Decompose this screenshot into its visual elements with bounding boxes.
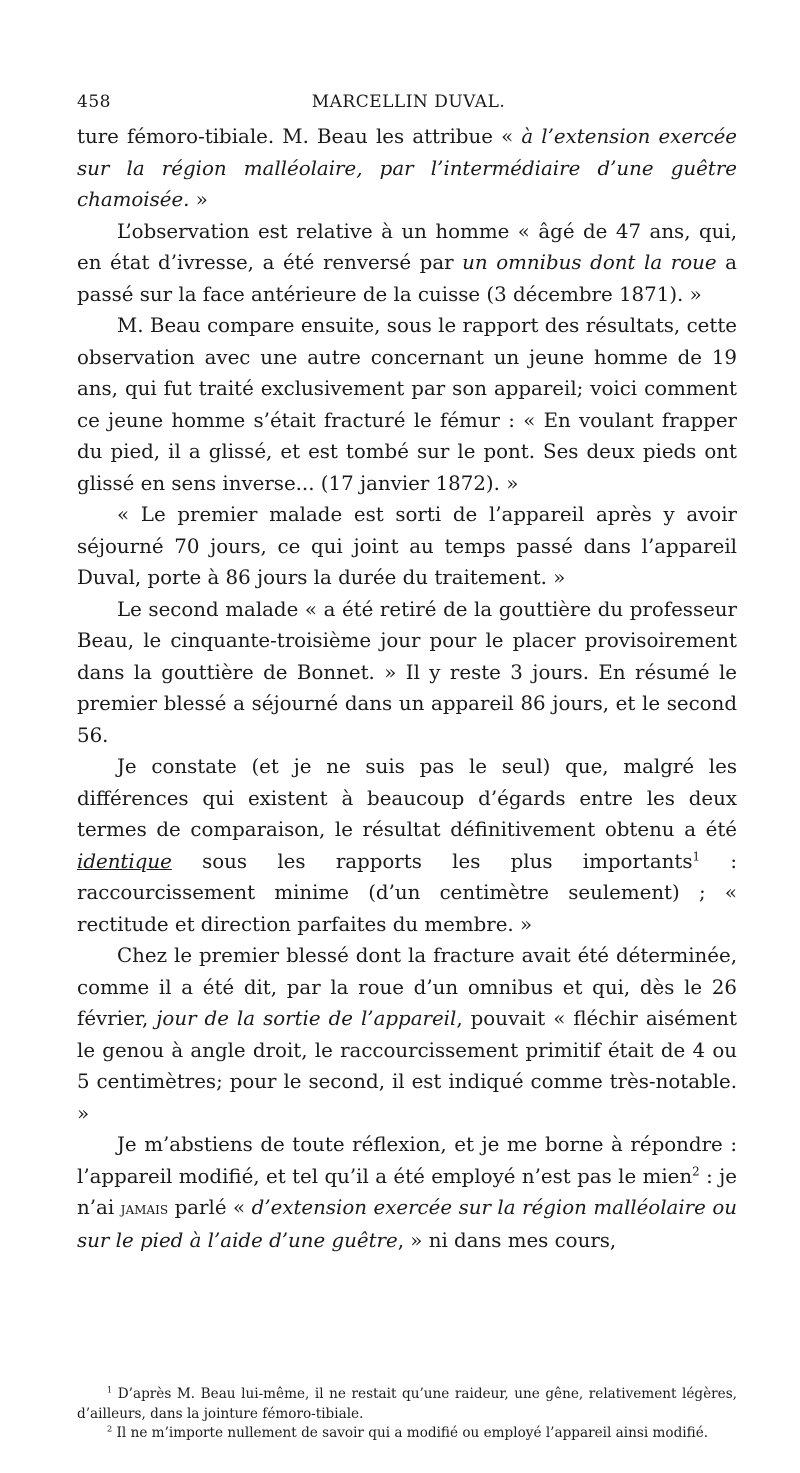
footnote-number: 2 (107, 1423, 113, 1434)
footnote (77, 1424, 737, 1444)
paragraph (77, 499, 737, 594)
text-run: » (189, 188, 208, 211)
text-run: sous les rapports les plus importants (171, 849, 693, 873)
text-run: « Le premier malade est sorti de l’appareil après y avoir séjourné 70 jours, ce qui joint au temps passé dans l’appareil Duval, porte à 86 jours la durée du traitement. » (77, 503, 737, 589)
running-header (77, 92, 740, 116)
footnote-text: Il ne m’importe nullement de savoir qui a modifié ou employé l’appareil ainsi modifié. (112, 1425, 709, 1441)
text-run: parlé « (168, 1196, 252, 1219)
text-run: a passé sur la face antérieure de la cuisse (3 décembre 1871). » (77, 251, 737, 306)
text-run: Chez le premier blessé dont la fracture avait été déterminée, comme il a été dit, par la roue d’un omnibus et qui, dès le 26 février, (77, 944, 737, 1030)
footnote-marker: 2 (692, 1163, 700, 1178)
footnote (77, 1385, 737, 1424)
paragraph (77, 310, 737, 499)
paragraph (77, 594, 737, 752)
paragraph (77, 216, 737, 311)
text-run: ture fémoro-tibiale. M. Beau les attribue « (77, 125, 522, 148)
footnote-text: D’après M. Beau lui-même, il ne restait qu’une raideur, une gêne, relativement légères, d’ailleurs, dans la jointure fémoro-tibiale. (77, 1386, 737, 1422)
text-run: jour de la sortie de l’appareil (156, 1007, 457, 1030)
text-run: identique (77, 849, 172, 873)
text-run: L’observation est relative à un homme « âgé de 47 ans, qui, en état d’ivresse, a été renversé par (77, 219, 737, 274)
paragraph (77, 940, 737, 1129)
text-run: : je n’ai (77, 1164, 737, 1219)
text-run: : raccourcissement minime (d’un centimètre seulement) ; « rectitude et direction parfaites du membre. » (77, 849, 737, 936)
paragraph (77, 121, 737, 216)
text-run: jamais (120, 1198, 169, 1218)
text-run: , pouvait « fléchir aisément le genou à angle droit, le raccourcissement primitif était de 4 ou 5 centimètres; pour le second, il est indiqué comme très-notable. » (77, 1007, 737, 1125)
body-text (77, 121, 737, 1256)
footnote-number: 1 (107, 1384, 113, 1395)
text-run: , » ni dans mes cours, (397, 1228, 617, 1252)
page-number: 458 (77, 92, 111, 112)
text-run: Le second malade « a été retiré de la gouttière du professeur Beau, le cinquante-troisième jour pour le placer provisoirement dans la gouttière de Bonnet. » Il y reste 3 jours. En résumé le premier blessé a séjourné dans un appareil 86 jours, et le second 56. (77, 597, 737, 747)
text-run: un omnibus dont la roue (462, 251, 717, 274)
text-run: Je constate (et je ne suis pas le seul) que, malgré les différences qui existent à beaucoup d’égards entre les deux termes de comparaison, le résultat définitivement obtenu a été (77, 755, 737, 841)
footnotes (77, 1385, 737, 1444)
running-title: MARCELLIN DUVAL. (311, 92, 506, 112)
text-run: Je m’abstiens de toute réflexion, et je me borne à répondre : l’appareil modifié, et tel qu’il a été employé n’est pas le mien (77, 1133, 737, 1188)
text-run: à l’extension exercée sur la région malléolaire, par l’intermédiaire d’une guêtre chamoisée. (77, 125, 737, 211)
text-run: M. Beau compare ensuite, sous le rapport des résultats, cette observation avec une autre concernant un jeune homme de 19 ans, qui fut traité exclusivement par son appareil; voici comment ce jeune homme s’était fracturé le fémur : « En voulant frapper du pied, il a glissé, et est tombé sur le pont. Ses deux pieds ont glissé en sens inverse... (17 janvier 1872). » (77, 314, 737, 495)
paragraph (77, 751, 737, 940)
text-run: d’extension exercée sur la région malléolaire ou sur le pied à l’aide d’une guêtre (77, 1196, 737, 1252)
paragraph (77, 1129, 737, 1256)
footnote-marker: 1 (692, 848, 701, 863)
